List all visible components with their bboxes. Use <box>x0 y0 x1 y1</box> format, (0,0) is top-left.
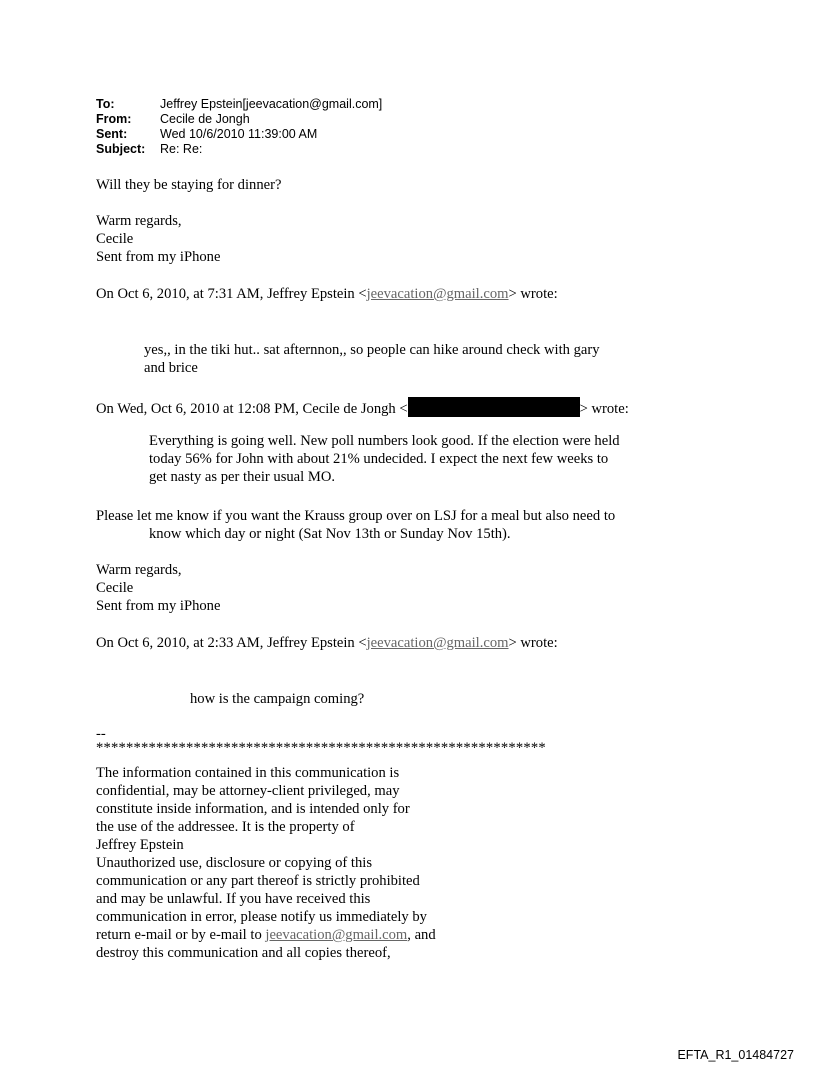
disclaimer-line: Jeffrey Epstein <box>96 837 184 853</box>
attribution-suffix: > wrote: <box>579 401 629 417</box>
signature-dashes: -- <box>96 726 106 742</box>
quote-attribution <box>96 285 558 303</box>
sent-label: Sent: <box>96 127 128 141</box>
attribution-suffix: > wrote: <box>508 286 558 302</box>
message-line: Please let me know if you want the Krauss group over on LSJ for a meal but also need to <box>96 508 616 524</box>
attribution-text: On Oct 6, 2010, at 2:33 AM, Jeffrey Epstein < <box>96 635 367 651</box>
document-id: EFTA_R1_01484727 <box>677 1048 794 1062</box>
message-sent-from: Sent from my iPhone <box>96 249 221 265</box>
attribution-text: On Oct 6, 2010, at 7:31 AM, Jeffrey Epstein < <box>96 286 367 302</box>
message-sent-from: Sent from my iPhone <box>96 598 221 614</box>
quote-attribution <box>96 634 558 652</box>
subject-value: Re: Re: <box>160 142 203 156</box>
disclaimer-line: confidential, may be attorney-client privileged, may <box>96 783 400 799</box>
quote-body-line: today 56% for John with about 21% undecided. I expect the next few weeks to <box>149 451 609 467</box>
from-label: From: <box>96 112 132 126</box>
disclaimer-text-segment: return e-mail or by e-mail to <box>96 927 266 943</box>
disclaimer-line: communication in error, please notify us immediately by <box>96 909 427 925</box>
quote-body-line: yes,, in the tiki hut.. sat afternnon,, so people can hike around check with gary <box>144 342 600 358</box>
sent-value: Wed 10/6/2010 11:39:00 AM <box>160 127 318 141</box>
message-line: know which day or night (Sat Nov 13th or Sunday Nov 15th). <box>149 526 511 542</box>
email-link[interactable]: jeevacation@gmail.com <box>366 286 509 302</box>
attribution-suffix: > wrote: <box>508 635 558 651</box>
disclaimer-line: destroy this communication and all copies thereof, <box>96 945 391 961</box>
disclaimer-line: communication or any part thereof is strictly prohibited <box>96 873 420 889</box>
message-closing: Warm regards, <box>96 562 182 578</box>
signature-stars: ************************************************************ <box>96 740 546 756</box>
redaction-box <box>408 397 580 417</box>
quote-body-line: and brice <box>144 360 198 376</box>
quote-body-line: get nasty as per their usual MO. <box>149 469 336 485</box>
disclaimer-text-segment: , and <box>407 927 436 943</box>
subject-label: Subject: <box>96 142 146 156</box>
from-value: Cecile de Jongh <box>160 112 250 126</box>
disclaimer-line: constitute inside information, and is intended only for <box>96 801 410 817</box>
email-link[interactable]: jeevacation@gmail.com <box>366 635 509 651</box>
message-signer: Cecile <box>96 231 134 247</box>
email-link[interactable]: jeevacation@gmail.com <box>265 927 408 943</box>
to-label: To: <box>96 97 115 111</box>
message-signer: Cecile <box>96 580 134 596</box>
disclaimer-line: The information contained in this communication is <box>96 765 400 781</box>
disclaimer-line <box>96 926 576 944</box>
disclaimer-line: Unauthorized use, disclosure or copying of this <box>96 855 373 871</box>
message-question: Will they be staying for dinner? <box>96 177 282 193</box>
to-value: Jeffrey Epstein[jeevacation@gmail.com] <box>160 97 383 111</box>
quote-body-line: Everything is going well. New poll numbers look good. If the election were held <box>149 433 620 449</box>
disclaimer-line: and may be unlawful. If you have received this <box>96 891 371 907</box>
quote-body-line: how is the campaign coming? <box>190 691 365 707</box>
quote-attribution <box>96 397 629 418</box>
message-closing: Warm regards, <box>96 213 182 229</box>
disclaimer-text <box>96 764 576 962</box>
attribution-text: On Wed, Oct 6, 2010 at 12:08 PM, Cecile de Jongh < <box>96 401 408 417</box>
disclaimer-line: the use of the addressee. It is the property of <box>96 819 355 835</box>
